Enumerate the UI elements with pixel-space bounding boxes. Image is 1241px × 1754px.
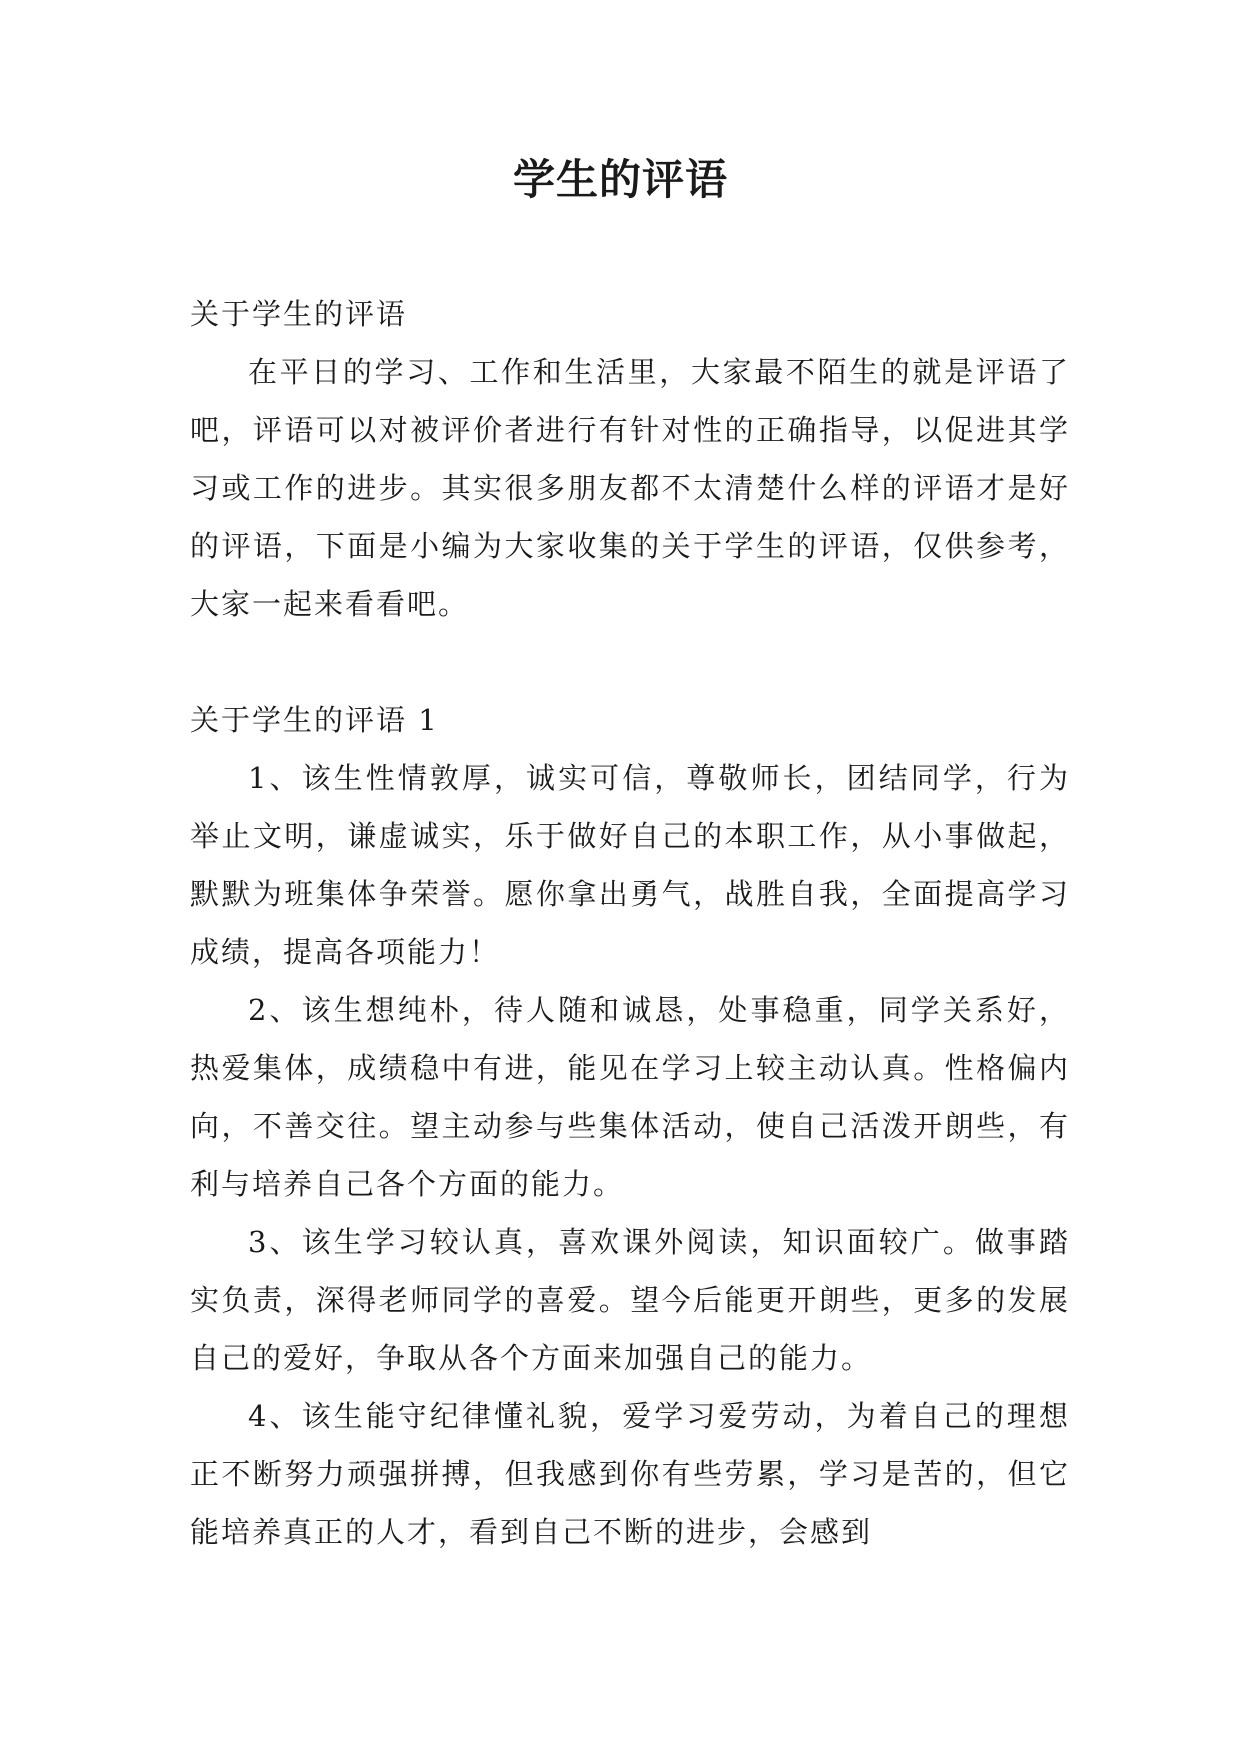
section-spacer	[190, 633, 1070, 691]
intro-paragraph: 在平日的学习、工作和生活里，大家最不陌生的就是评语了吧，评语可以对被评价者进行有针对性的正确指导，以促进其学习或工作的进步。其实很多朋友都不太清楚什么样的评语才是好的评语，下面是小编为大家收集的关于学生的评语，仅供参考，大家一起来看看吧。	[190, 355, 1070, 621]
comment-item-1: 1、该生性情敦厚，诚实可信，尊敬师长，团结同学，行为举止文明，谦虚诚实，乐于做好自己的本职工作，从小事做起，默默为班集体争荣誉。愿你拿出勇气，战胜自我，全面提高学习成绩，提高各项能力！	[190, 761, 1070, 969]
section-heading: 关于学生的评语 1	[190, 703, 439, 737]
document-title: 学生的评语	[512, 155, 728, 204]
comment-item-2: 2、该生想纯朴，待人随和诚恳，处事稳重，同学关系好，热爱集体，成绩稳中有进，能见在学习上较主动认真。性格偏内向，不善交往。望主动参与些集体活动，使自己活泼开朗些，有利与培养自己各个方面的能力。	[190, 993, 1070, 1201]
document-body	[190, 285, 1070, 1561]
comment-item-3: 3、该生学习较认真，喜欢课外阅读，知识面较广。做事踏实负责，深得老师同学的喜爱。望今后能更开朗些，更多的发展自己的爱好，争取从各个方面来加强自己的能力。	[190, 1225, 1070, 1375]
comment-item-4: 4、该生能守纪律懂礼貌，爱学习爱劳动，为着自己的理想正不断努力顽强拼搏，但我感到你有些劳累，学习是苦的，但它能培养真正的人才，看到自己不断的进步，会感到	[190, 1399, 1070, 1549]
intro-heading: 关于学生的评语	[190, 297, 408, 331]
